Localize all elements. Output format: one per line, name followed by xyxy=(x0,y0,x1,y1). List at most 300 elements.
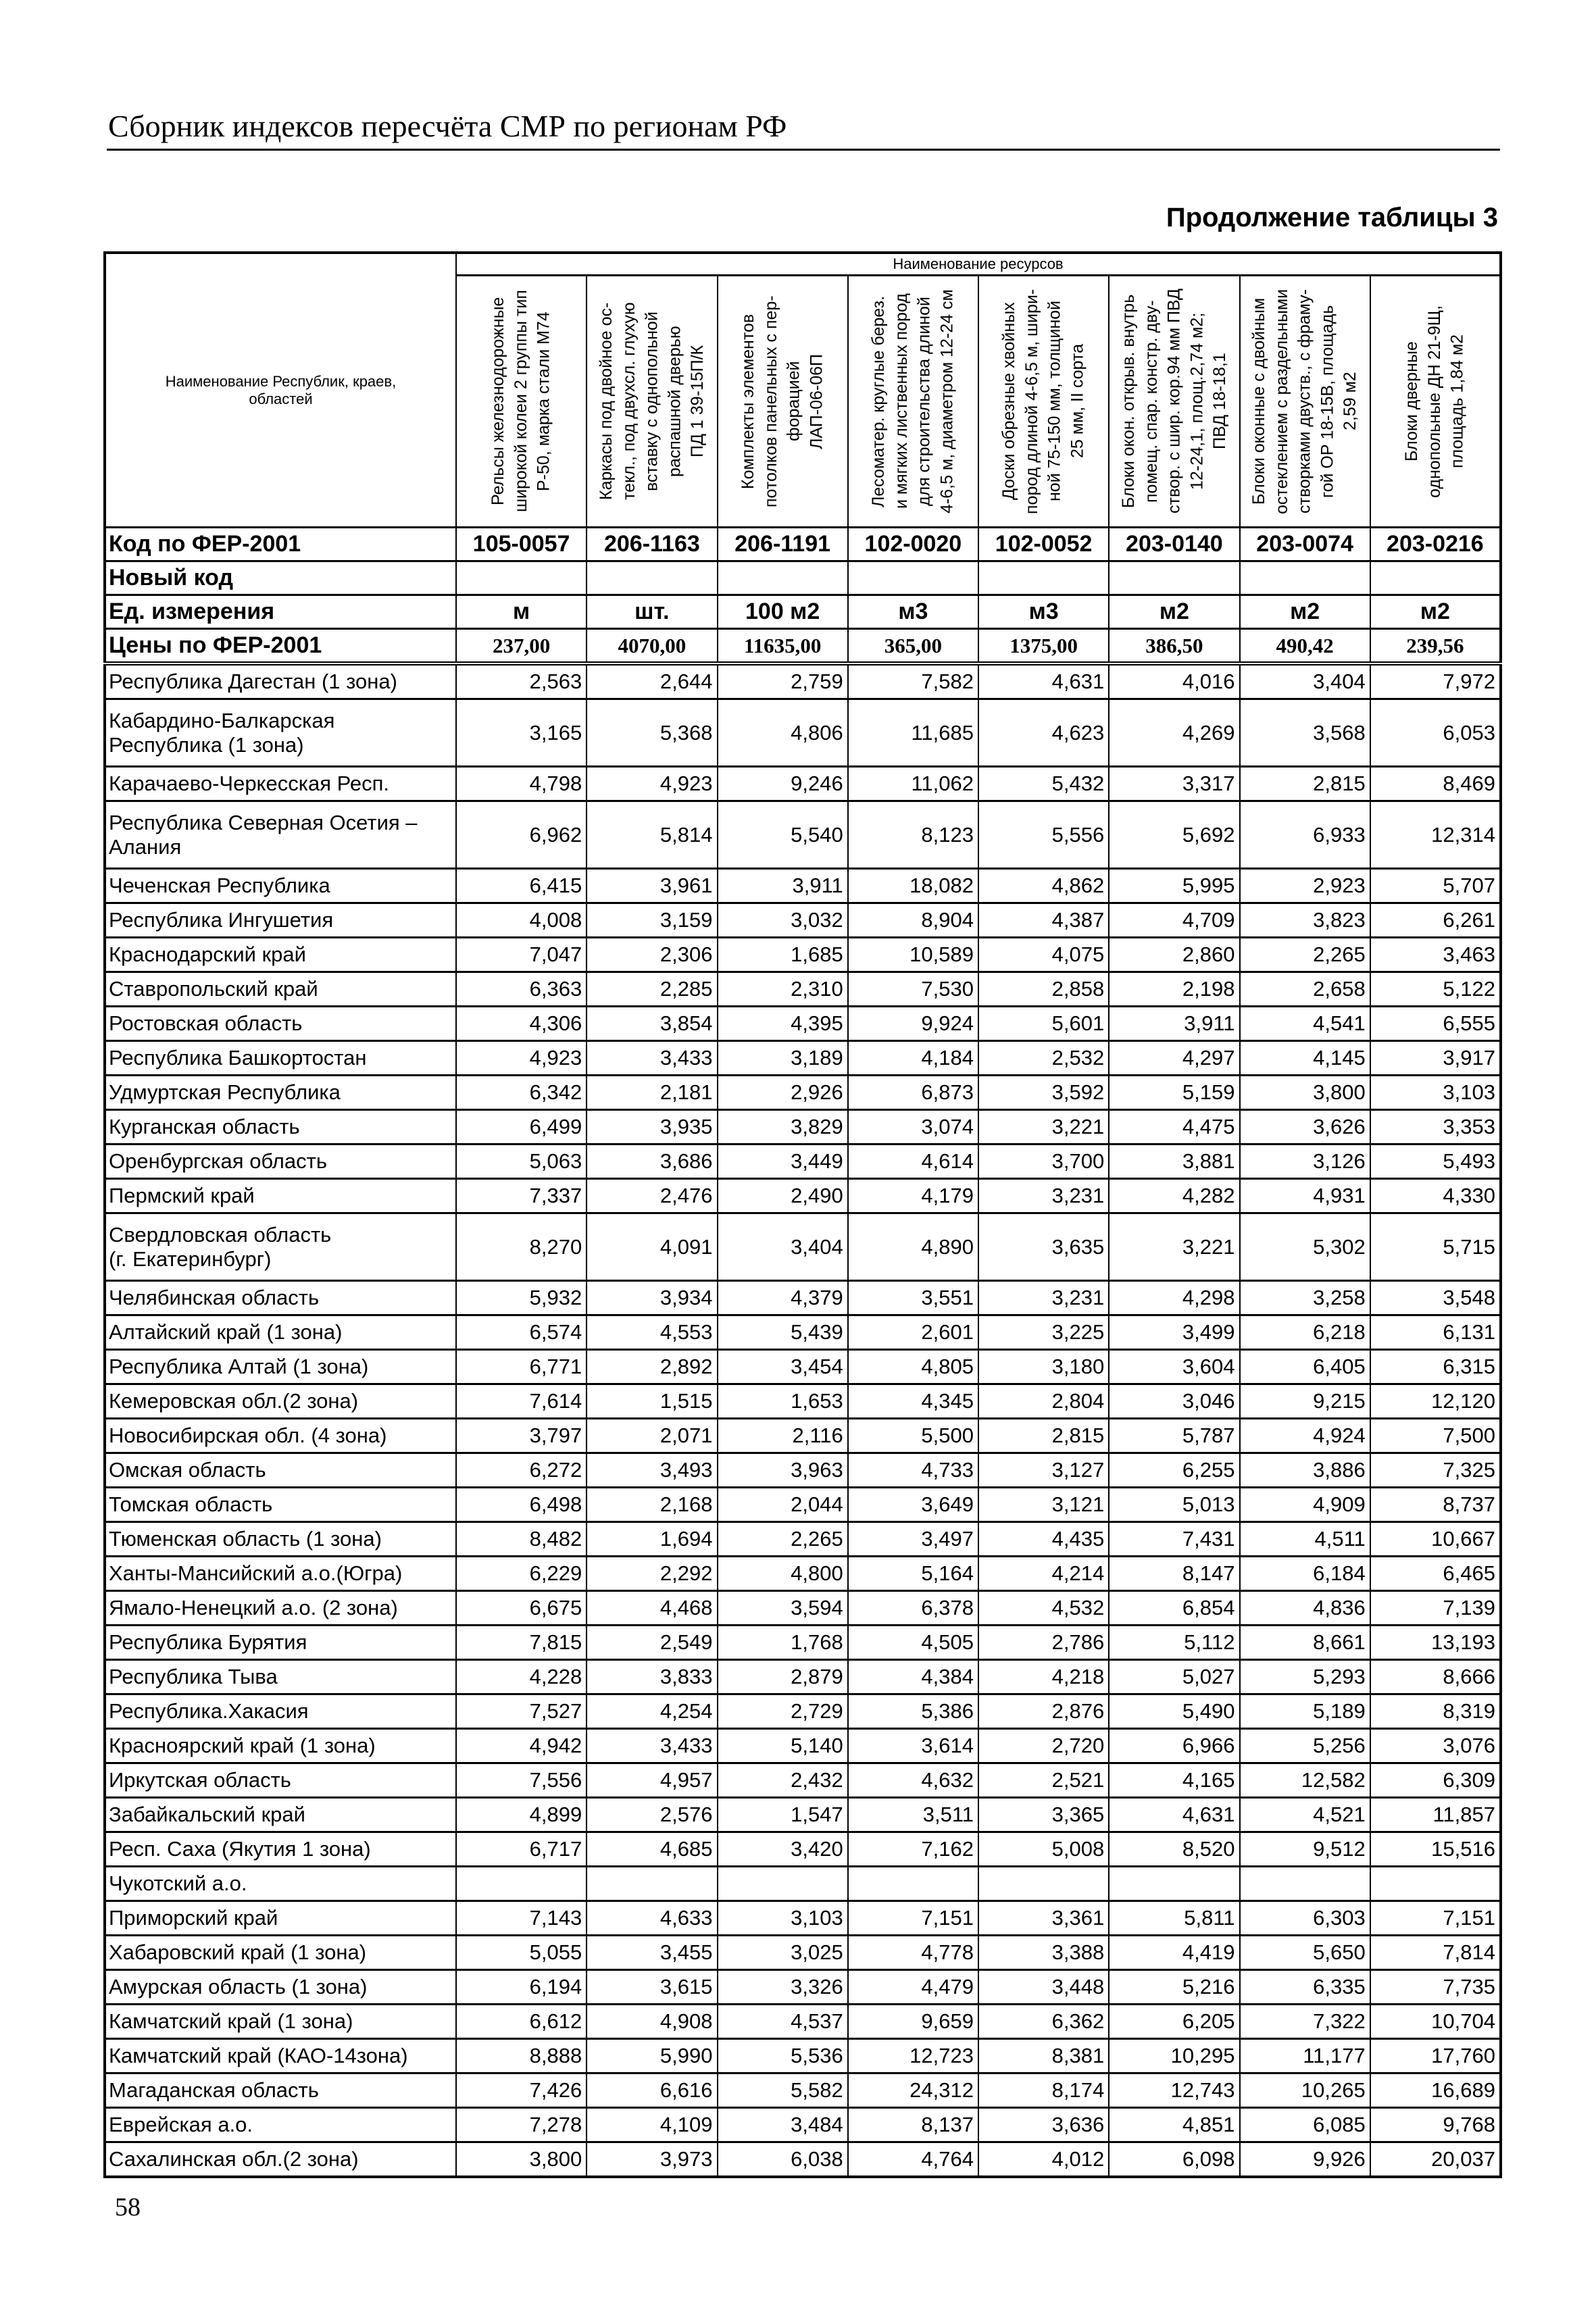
index-value: 13,193 xyxy=(1370,1626,1501,1660)
table-row xyxy=(105,869,1501,903)
index-value: 12,743 xyxy=(1109,2073,1239,2108)
index-value: 4,379 xyxy=(718,1281,848,1315)
index-value: 6,363 xyxy=(456,972,587,1007)
index-value: 6,255 xyxy=(1109,1453,1239,1488)
index-value: 6,335 xyxy=(1240,1970,1370,2005)
index-value: 18,082 xyxy=(848,869,978,903)
index-value: 3,353 xyxy=(1370,1110,1501,1145)
index-value: 4,435 xyxy=(978,1522,1109,1557)
fer-code-cell: 206-1163 xyxy=(587,528,717,561)
index-value: 5,811 xyxy=(1109,1901,1239,1936)
resource-header-cell xyxy=(718,276,848,528)
table-row xyxy=(105,801,1501,869)
index-value: 4,890 xyxy=(848,1213,978,1281)
index-value: 4,521 xyxy=(1240,1798,1370,1832)
table-row xyxy=(105,2108,1501,2142)
index-value: 3,433 xyxy=(587,1041,717,1076)
index-value: 7,431 xyxy=(1109,1522,1239,1557)
index-value: 15,516 xyxy=(1370,1832,1501,1867)
region-name: Тюменская область (1 зона) xyxy=(105,1522,456,1557)
index-value: 3,592 xyxy=(978,1076,1109,1110)
index-value: 6,053 xyxy=(1370,699,1501,767)
new-code-row xyxy=(105,561,1501,595)
index-value: 3,797 xyxy=(456,1419,587,1453)
index-value: 6,098 xyxy=(1109,2142,1239,2178)
index-value: 4,806 xyxy=(718,699,848,767)
index-value: 3,361 xyxy=(978,1901,1109,1936)
region-name: Респ. Саха (Якутия 1 зона) xyxy=(105,1832,456,1867)
index-value: 2,892 xyxy=(587,1350,717,1384)
index-value: 5,995 xyxy=(1109,869,1239,903)
index-value: 6,405 xyxy=(1240,1350,1370,1384)
index-value: 4,109 xyxy=(587,2108,717,2142)
table-row xyxy=(105,1213,1501,1281)
index-value: 4,631 xyxy=(978,663,1109,699)
index-value: 2,285 xyxy=(587,972,717,1007)
unit-cell: м3 xyxy=(978,595,1109,629)
index-value: 7,582 xyxy=(848,663,978,699)
region-name: Свердловская область (г. Екатеринбург) xyxy=(105,1213,456,1281)
index-value: 12,120 xyxy=(1370,1384,1501,1419)
index-value: 5,787 xyxy=(1109,1419,1239,1453)
index-value: 8,520 xyxy=(1109,1832,1239,1867)
index-value: 4,632 xyxy=(848,1763,978,1798)
index-value: 9,246 xyxy=(718,767,848,801)
fer-price-cell: 490,42 xyxy=(1240,629,1370,664)
resource-header-cell xyxy=(456,276,587,528)
index-value: 3,165 xyxy=(456,699,587,767)
index-value: 4,908 xyxy=(587,2005,717,2039)
fer-code-cell: 203-0216 xyxy=(1370,528,1501,561)
table-continuation-label: Продолжение таблицы 3 xyxy=(1166,203,1498,232)
index-value: 4,685 xyxy=(587,1832,717,1867)
index-value xyxy=(587,1867,717,1901)
index-value: 9,926 xyxy=(1240,2142,1370,2178)
index-value: 4,297 xyxy=(1109,1041,1239,1076)
index-value: 2,292 xyxy=(587,1557,717,1591)
index-value: 7,151 xyxy=(848,1901,978,1936)
fer-price-cell: 1375,00 xyxy=(978,629,1109,664)
index-value xyxy=(1370,1867,1501,1901)
index-value: 3,221 xyxy=(978,1110,1109,1145)
index-value: 7,337 xyxy=(456,1179,587,1213)
unit-cell: шт. xyxy=(587,595,717,629)
index-value: 4,553 xyxy=(587,1315,717,1350)
table-row xyxy=(105,1453,1501,1488)
index-value: 2,729 xyxy=(718,1694,848,1729)
index-value: 6,261 xyxy=(1370,903,1501,938)
table-row xyxy=(105,1145,1501,1179)
index-value: 4,075 xyxy=(978,938,1109,972)
index-value: 3,614 xyxy=(848,1729,978,1763)
index-value: 4,282 xyxy=(1109,1179,1239,1213)
index-value: 3,911 xyxy=(1109,1007,1239,1041)
index-value: 3,420 xyxy=(718,1832,848,1867)
index-value: 3,700 xyxy=(978,1145,1109,1179)
index-value: 2,860 xyxy=(1109,938,1239,972)
index-value: 5,601 xyxy=(978,1007,1109,1041)
fer-code-cell: 105-0057 xyxy=(456,528,587,561)
index-value: 6,362 xyxy=(978,2005,1109,2039)
index-value: 1,653 xyxy=(718,1384,848,1419)
region-name: Карачаево-Черкесская Респ. xyxy=(105,767,456,801)
index-value: 3,881 xyxy=(1109,1145,1239,1179)
index-value: 2,168 xyxy=(587,1488,717,1522)
region-name: Ямало-Ненецкий а.о. (2 зона) xyxy=(105,1591,456,1626)
index-value: 2,549 xyxy=(587,1626,717,1660)
index-value: 3,103 xyxy=(718,1901,848,1936)
table-row xyxy=(105,767,1501,801)
index-value: 5,112 xyxy=(1109,1626,1239,1660)
region-name: Республика Северная Осетия – Алания xyxy=(105,801,456,869)
region-name: Магаданская область xyxy=(105,2073,456,2108)
region-name: Алтайский край (1 зона) xyxy=(105,1315,456,1350)
index-value: 3,074 xyxy=(848,1110,978,1145)
index-value: 1,694 xyxy=(587,1522,717,1557)
region-name: Камчатский край (КАО-14зона) xyxy=(105,2039,456,2073)
index-value: 3,800 xyxy=(1240,1076,1370,1110)
table-row xyxy=(105,1901,1501,1936)
index-value: 4,269 xyxy=(1109,699,1239,767)
fer-price-label: Цены по ФЕР-2001 xyxy=(105,629,456,664)
index-value: 3,626 xyxy=(1240,1110,1370,1145)
resource-header-cell xyxy=(1109,276,1239,528)
index-value: 8,469 xyxy=(1370,767,1501,801)
index-value: 4,254 xyxy=(587,1694,717,1729)
fer-price-row xyxy=(105,629,1501,664)
index-value: 3,159 xyxy=(587,903,717,938)
index-value: 4,862 xyxy=(978,869,1109,903)
index-value: 6,309 xyxy=(1370,1763,1501,1798)
index-value: 8,666 xyxy=(1370,1660,1501,1694)
index-value: 2,532 xyxy=(978,1041,1109,1076)
index-value: 4,709 xyxy=(1109,903,1239,938)
index-value: 7,047 xyxy=(456,938,587,972)
index-value: 3,635 xyxy=(978,1213,1109,1281)
index-value: 6,499 xyxy=(456,1110,587,1145)
index-value: 3,126 xyxy=(1240,1145,1370,1179)
index-value: 7,278 xyxy=(456,2108,587,2142)
index-value: 10,265 xyxy=(1240,2073,1370,2108)
index-value: 4,330 xyxy=(1370,1179,1501,1213)
index-value: 4,942 xyxy=(456,1729,587,1763)
resources-group-header: Наименование ресурсов xyxy=(456,253,1501,276)
page-number: 58 xyxy=(115,2193,141,2221)
region-column-header: Наименование Республик, краев, областей xyxy=(105,253,456,528)
index-value: 5,055 xyxy=(456,1936,587,1970)
index-value: 6,771 xyxy=(456,1350,587,1384)
index-value: 3,829 xyxy=(718,1110,848,1145)
region-name: Забайкальский край xyxy=(105,1798,456,1832)
index-value: 5,386 xyxy=(848,1694,978,1729)
resource-name: Рельсы железнодорожные широкой колеи 2 группы тип Р-50, марка стали М74 xyxy=(489,290,553,513)
resource-name: Каркасы под двойное ос- текл., под двухсл. глухую вставку с однопольной распашной дверью ПД 1 39-15П/К xyxy=(596,302,707,501)
index-value: 1,515 xyxy=(587,1384,717,1419)
index-value: 4,012 xyxy=(978,2142,1109,2178)
unit-cell: м2 xyxy=(1240,595,1370,629)
index-value: 3,854 xyxy=(587,1007,717,1041)
index-value: 6,272 xyxy=(456,1453,587,1488)
index-value: 5,256 xyxy=(1240,1729,1370,1763)
index-value: 2,071 xyxy=(587,1419,717,1453)
index-value: 1,685 xyxy=(718,938,848,972)
index-value: 3,365 xyxy=(978,1798,1109,1832)
index-value: 9,768 xyxy=(1370,2108,1501,2142)
index-value: 3,448 xyxy=(978,1970,1109,2005)
index-value: 7,735 xyxy=(1370,1970,1501,2005)
table-row xyxy=(105,1281,1501,1315)
index-value xyxy=(456,1867,587,1901)
index-value: 2,044 xyxy=(718,1488,848,1522)
index-value: 4,778 xyxy=(848,1936,978,1970)
index-value: 4,923 xyxy=(587,767,717,801)
region-name: Удмуртская Республика xyxy=(105,1076,456,1110)
index-value: 6,962 xyxy=(456,801,587,869)
index-value: 3,823 xyxy=(1240,903,1370,938)
index-value: 3,404 xyxy=(718,1213,848,1281)
index-value: 5,432 xyxy=(978,767,1109,801)
index-value: 8,147 xyxy=(1109,1557,1239,1591)
index-value: 5,540 xyxy=(718,801,848,869)
index-value: 10,704 xyxy=(1370,2005,1501,2039)
index-value: 11,685 xyxy=(848,699,978,767)
index-value: 4,468 xyxy=(587,1591,717,1626)
index-value: 3,433 xyxy=(587,1729,717,1763)
table-row xyxy=(105,1488,1501,1522)
index-value: 4,165 xyxy=(1109,1763,1239,1798)
index-value: 2,490 xyxy=(718,1179,848,1213)
region-name: Еврейская а.о. xyxy=(105,2108,456,2142)
fer-code-cell: 203-0140 xyxy=(1109,528,1239,561)
index-value: 11,177 xyxy=(1240,2039,1370,2073)
index-value: 10,667 xyxy=(1370,1522,1501,1557)
table-row xyxy=(105,1076,1501,1110)
index-value: 2,432 xyxy=(718,1763,848,1798)
table-row xyxy=(105,1763,1501,1798)
index-value: 5,493 xyxy=(1370,1145,1501,1179)
index-value: 2,576 xyxy=(587,1798,717,1832)
index-value: 2,601 xyxy=(848,1315,978,1350)
index-value: 5,932 xyxy=(456,1281,587,1315)
index-value: 3,076 xyxy=(1370,1729,1501,1763)
index-value: 5,122 xyxy=(1370,972,1501,1007)
index-value: 8,123 xyxy=(848,801,978,869)
table-row xyxy=(105,2073,1501,2108)
index-value: 7,527 xyxy=(456,1694,587,1729)
index-value: 3,189 xyxy=(718,1041,848,1076)
region-name: Иркутская область xyxy=(105,1763,456,1798)
index-value: 2,804 xyxy=(978,1384,1109,1419)
region-name: Омская область xyxy=(105,1453,456,1488)
index-value: 3,180 xyxy=(978,1350,1109,1384)
index-value: 2,644 xyxy=(587,663,717,699)
index-value: 2,265 xyxy=(718,1522,848,1557)
regional-index-table xyxy=(103,251,1502,2178)
table-row xyxy=(105,1179,1501,1213)
index-value: 8,904 xyxy=(848,903,978,938)
new-code-cell xyxy=(1370,561,1501,595)
region-name: Республика Бурятия xyxy=(105,1626,456,1660)
index-value: 4,764 xyxy=(848,2142,978,2178)
resource-header-cell xyxy=(848,276,978,528)
index-value: 11,857 xyxy=(1370,1798,1501,1832)
index-value: 3,604 xyxy=(1109,1350,1239,1384)
region-name: Республика Башкортостан xyxy=(105,1041,456,1076)
index-value: 6,873 xyxy=(848,1076,978,1110)
region-name: Краснодарский край xyxy=(105,938,456,972)
index-value: 2,181 xyxy=(587,1076,717,1110)
index-value: 5,692 xyxy=(1109,801,1239,869)
table-row xyxy=(105,1970,1501,2005)
index-value: 4,631 xyxy=(1109,1798,1239,1832)
table-row xyxy=(105,938,1501,972)
table-row xyxy=(105,663,1501,699)
index-value: 6,038 xyxy=(718,2142,848,2178)
index-value: 12,314 xyxy=(1370,801,1501,869)
index-value: 20,037 xyxy=(1370,2142,1501,2178)
index-value: 7,162 xyxy=(848,1832,978,1867)
index-value: 3,917 xyxy=(1370,1041,1501,1076)
index-value: 4,395 xyxy=(718,1007,848,1041)
table-row xyxy=(105,1419,1501,1453)
region-name: Новосибирская обл. (4 зона) xyxy=(105,1419,456,1453)
index-value: 4,016 xyxy=(1109,663,1239,699)
index-value: 2,116 xyxy=(718,1419,848,1453)
index-value: 5,439 xyxy=(718,1315,848,1350)
region-name: Ростовская область xyxy=(105,1007,456,1041)
region-name: Ханты-Мансийский а.о.(Югра) xyxy=(105,1557,456,1591)
index-value: 6,717 xyxy=(456,1832,587,1867)
index-value: 3,499 xyxy=(1109,1315,1239,1350)
index-value: 3,615 xyxy=(587,1970,717,2005)
resource-name: Блоки окон. открыв. внутрь помещ. спар. констр. дву- створ. с шир. кор.94 мм ПВД 12-24,1, площ.2,74 м2; ПВД 18-18,1 xyxy=(1118,288,1229,514)
resource-header-cell xyxy=(1370,276,1501,528)
index-value: 5,302 xyxy=(1240,1213,1370,1281)
index-value: 2,563 xyxy=(456,663,587,699)
index-value: 3,463 xyxy=(1370,938,1501,972)
index-value: 3,886 xyxy=(1240,1453,1370,1488)
new-code-cell xyxy=(587,561,717,595)
fer-price-cell: 4070,00 xyxy=(587,629,717,664)
region-name: Чукотский а.о. xyxy=(105,1867,456,1901)
index-value: 3,548 xyxy=(1370,1281,1501,1315)
index-value: 2,658 xyxy=(1240,972,1370,1007)
index-value: 4,475 xyxy=(1109,1110,1239,1145)
index-value: 8,661 xyxy=(1240,1626,1370,1660)
index-value: 6,085 xyxy=(1240,2108,1370,2142)
index-value: 2,815 xyxy=(978,1419,1109,1453)
index-value: 5,027 xyxy=(1109,1660,1239,1694)
index-value: 4,800 xyxy=(718,1557,848,1591)
new-code-cell xyxy=(978,561,1109,595)
index-value: 2,876 xyxy=(978,1694,1109,1729)
header-group-row xyxy=(105,253,1501,276)
index-value: 3,833 xyxy=(587,1660,717,1694)
table-row xyxy=(105,1660,1501,1694)
index-value: 7,814 xyxy=(1370,1936,1501,1970)
index-value: 6,966 xyxy=(1109,1729,1239,1763)
index-value: 2,265 xyxy=(1240,938,1370,972)
index-value: 8,737 xyxy=(1370,1488,1501,1522)
region-name: Амурская область (1 зона) xyxy=(105,1970,456,2005)
region-name: Республика Тыва xyxy=(105,1660,456,1694)
index-value: 6,675 xyxy=(456,1591,587,1626)
index-value: 6,184 xyxy=(1240,1557,1370,1591)
index-value: 5,008 xyxy=(978,1832,1109,1867)
index-value: 2,923 xyxy=(1240,869,1370,903)
index-value: 4,798 xyxy=(456,767,587,801)
index-value: 2,858 xyxy=(978,972,1109,1007)
fer-code-cell: 203-0074 xyxy=(1240,528,1370,561)
index-value: 2,926 xyxy=(718,1076,848,1110)
fer-code-cell: 206-1191 xyxy=(718,528,848,561)
index-value: 6,315 xyxy=(1370,1350,1501,1384)
index-value: 3,568 xyxy=(1240,699,1370,767)
table-row xyxy=(105,1007,1501,1041)
index-value: 2,759 xyxy=(718,663,848,699)
index-value: 5,536 xyxy=(718,2039,848,2073)
index-value: 4,836 xyxy=(1240,1591,1370,1626)
index-value: 2,310 xyxy=(718,972,848,1007)
index-value: 6,555 xyxy=(1370,1007,1501,1041)
table-row xyxy=(105,1591,1501,1626)
index-value: 3,493 xyxy=(587,1453,717,1488)
index-value: 6,616 xyxy=(587,2073,717,2108)
new-code-label: Новый код xyxy=(105,561,456,595)
resource-name: Лесоматер. круглые берез. и мягких лиственных пород для строительства длиной 4-6,5 м, диаметром 12-24 см xyxy=(868,289,957,513)
index-value: 6,131 xyxy=(1370,1315,1501,1350)
region-name: Курганская область xyxy=(105,1110,456,1145)
index-value: 4,179 xyxy=(848,1179,978,1213)
index-value: 3,594 xyxy=(718,1591,848,1626)
fer-code-cell: 102-0052 xyxy=(978,528,1109,561)
index-value: 4,345 xyxy=(848,1384,978,1419)
index-value: 7,530 xyxy=(848,972,978,1007)
new-code-cell xyxy=(1109,561,1239,595)
resource-name: Комплекты элементов потолков панельных с пер- форацией ЛАП-06-06П xyxy=(738,295,826,507)
index-value: 3,388 xyxy=(978,1936,1109,1970)
region-name: Красноярский край (1 зона) xyxy=(105,1729,456,1763)
index-value: 5,990 xyxy=(587,2039,717,2073)
index-value: 3,686 xyxy=(587,1145,717,1179)
fer-code-label: Код по ФЕР-2001 xyxy=(105,528,456,561)
index-value: 10,589 xyxy=(848,938,978,972)
index-value: 2,786 xyxy=(978,1626,1109,1660)
index-value: 4,228 xyxy=(456,1660,587,1694)
unit-cell: м2 xyxy=(1109,595,1239,629)
fer-price-cell: 386,50 xyxy=(1109,629,1239,664)
index-value: 2,476 xyxy=(587,1179,717,1213)
resource-name: Доски обрезные хвойных пород длиной 4-6,5 м, шири- ной 75-150 мм, толщиной 25 мм, II сорта xyxy=(999,288,1087,514)
index-value: 3,484 xyxy=(718,2108,848,2142)
index-value: 4,623 xyxy=(978,699,1109,767)
index-value: 9,924 xyxy=(848,1007,978,1041)
unit-cell: м xyxy=(456,595,587,629)
index-value xyxy=(1240,1867,1370,1901)
index-value: 4,532 xyxy=(978,1591,1109,1626)
index-value: 4,733 xyxy=(848,1453,978,1488)
new-code-cell xyxy=(456,561,587,595)
index-value: 3,121 xyxy=(978,1488,1109,1522)
unit-row xyxy=(105,595,1501,629)
index-value: 3,032 xyxy=(718,903,848,938)
index-value: 5,582 xyxy=(718,2073,848,2108)
region-name: Камчатский край (1 зона) xyxy=(105,2005,456,2039)
index-value: 3,935 xyxy=(587,1110,717,1145)
region-name: Кемеровская обл.(2 зона) xyxy=(105,1384,456,1419)
index-value: 3,221 xyxy=(1109,1213,1239,1281)
index-value: 7,614 xyxy=(456,1384,587,1419)
